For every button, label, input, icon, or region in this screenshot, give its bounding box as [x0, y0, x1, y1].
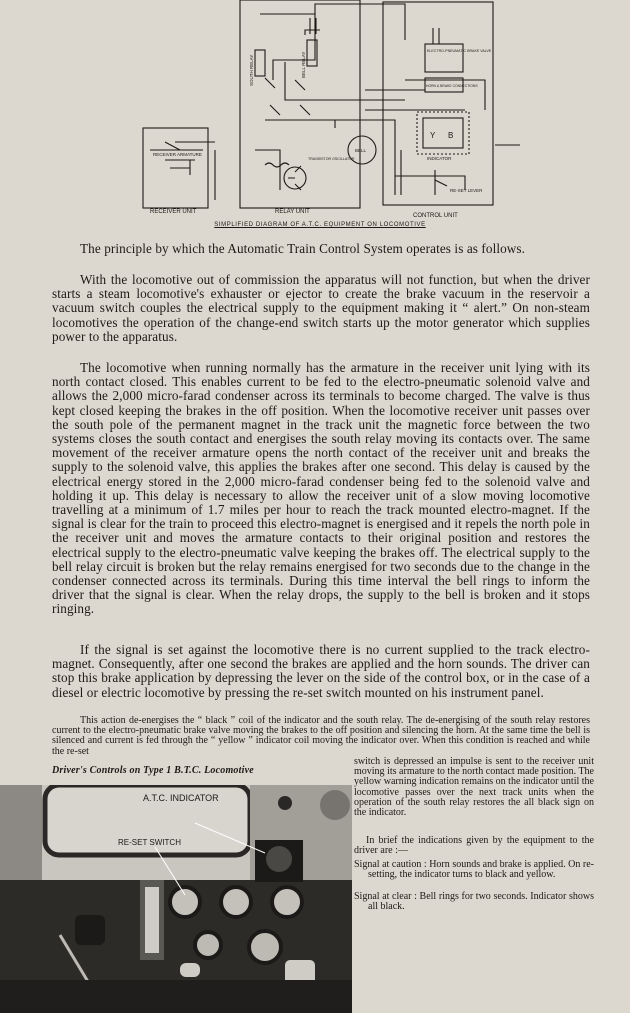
small-text-column: switch is depressed an impulse is sent to the receiver unit moving its armature to the north contact made position. The yellow warning indication remains on the indicator until the locomotive passes over the next track units when the operation of the south relay restores the all black sign on the indicator.	[354, 756, 594, 819]
control-unit-box	[383, 2, 493, 205]
south-relay-label: SOUTH RELAY	[249, 54, 254, 86]
control-unit-label: CONTROL UNIT	[413, 213, 458, 219]
atc-wiring-diagram	[105, 0, 535, 232]
re-set-lever-label: RE-SET LEVER	[450, 188, 483, 193]
paragraph-normal-running: The locomotive when running normally has the armature in the receiver unit lying with its north contact closed. This enables current to be fed to the electro-pneumatic solenoid valve and allows the 2,000 micro-farad condenser across its terminals to become charged. The valve is thus kept closed keeping the brakes in the off position. When the locomotive receiver unit passes over the south pole of the permanent magnet in the track unit the magnetic force between the two systems closes the south contact and energises the south relay moving its contacts over. The same movement of the receiver armature opens the north contact of the receiver unit and breaks the supply to the solenoid valve, this applies the brakes after one second. This delay is caused by the electrical energy stored in the 2,000 micro-farad condenser being fed to the solenoid valve and holding it up. This delay is necessary to allow the receiver unit of a slow moving locomotive travelling at a minimum of 1.7 miles per hour to reach the track mounted electro-magnet. If the signal is clear for the train to proceed this electro-magnet is energised and it repels the north pole in the receiver unit and moves the armature contacts to their original position and restores the electrical supply to the electro-pneumatic valve keeping the brakes off. The electrical supply to the bell relay circuit is broken but the relay remains energised for two seconds due to the change in the condenser connected across its terminals. During this time interval the bell rings to inform the driver that the signal is clear. When the relay drops, the supply to the bell is broken and it stops ringing.	[52, 360, 590, 617]
paragraph-commission: With the locomotive out of commission the apparatus will not function, but when the driver starts a steam locomotive's exhauster or ejector to create the brake vacuum in the reservoir a vacuum switch couples the electrical supply to the equipment making it “ alert.” On non-steam locomotives the operation of the change-end switch starts up the motor generator which supplies power to the apparatus.	[52, 272, 590, 344]
indicator-label: INDICATOR	[427, 156, 452, 161]
relay-unit-box	[240, 0, 360, 208]
receiver-unit-label: RECEIVER UNIT	[150, 209, 197, 215]
paragraph-signal-against: If the signal is set against the locomotive there is no current supplied to the track electro-magnet. Consequently, after one second the brakes are applied and the horn sounds. The driver can stop this brake application by depressing the lever on the side of the control box, or in the case of a diesel or electric locomotive by pressing the re-set switch mounted on his instrument panel.	[52, 642, 590, 700]
diagram-caption: SIMPLIFIED DIAGRAM OF A.T.C. EQUIPMENT ON LOCOMOTIVE	[214, 222, 426, 228]
small-text-brief: In brief the indications given by the equipment to the driver are :—	[354, 835, 594, 857]
reset-switch-label: RE-SET SWITCH	[118, 838, 181, 847]
bell-relay-label: BELL RELAY	[301, 51, 306, 78]
transistor-oscillator-label: TRANSISTOR OSCILLATOR	[308, 157, 355, 161]
signal-caution-text: Signal at caution : Horn sounds and brake is applied. On re-setting, the indicator turns to black and yellow.	[354, 859, 594, 881]
small-text-wide: This action de-energises the “ black ” coil of the indicator and the south relay. The de-energising of the south relay restores current to the electro-pneumatic brake valve moving the brakes to the off position and silencing the horn. At the same time the bell is silenced and current is fed through the “ yellow ” indicator coil moving the indicator over. When this condition is reached and while the re-set	[52, 715, 590, 757]
drivers-controls-photo	[0, 785, 352, 1013]
signal-clear-text: Signal at clear : Bell rings for two seconds. Indicator shows all black.	[354, 891, 594, 913]
atc-indicator-label: A.T.C. INDICATOR	[143, 793, 219, 803]
relay-unit-label: RELAY UNIT	[275, 209, 310, 215]
receiver-armature-label: RECEIVER ARMATURE	[153, 152, 202, 157]
brake-valve-label: ELECTRO-PNEUMATIC BRAKE VALVE	[427, 49, 492, 53]
photo-caption: Driver's Controls on Type 1 B.T.C. Locomotive	[52, 765, 254, 776]
bell-label: BELL	[355, 148, 367, 153]
paragraph-principle: The principle by which the Automatic Train Control System operates is as follows.	[80, 241, 526, 256]
indicator-letter-b: B	[448, 131, 454, 140]
horn-brake-label: HORN & BRAKE CONNECTIONS	[426, 84, 478, 88]
indicator-letter-y: Y	[430, 131, 436, 140]
